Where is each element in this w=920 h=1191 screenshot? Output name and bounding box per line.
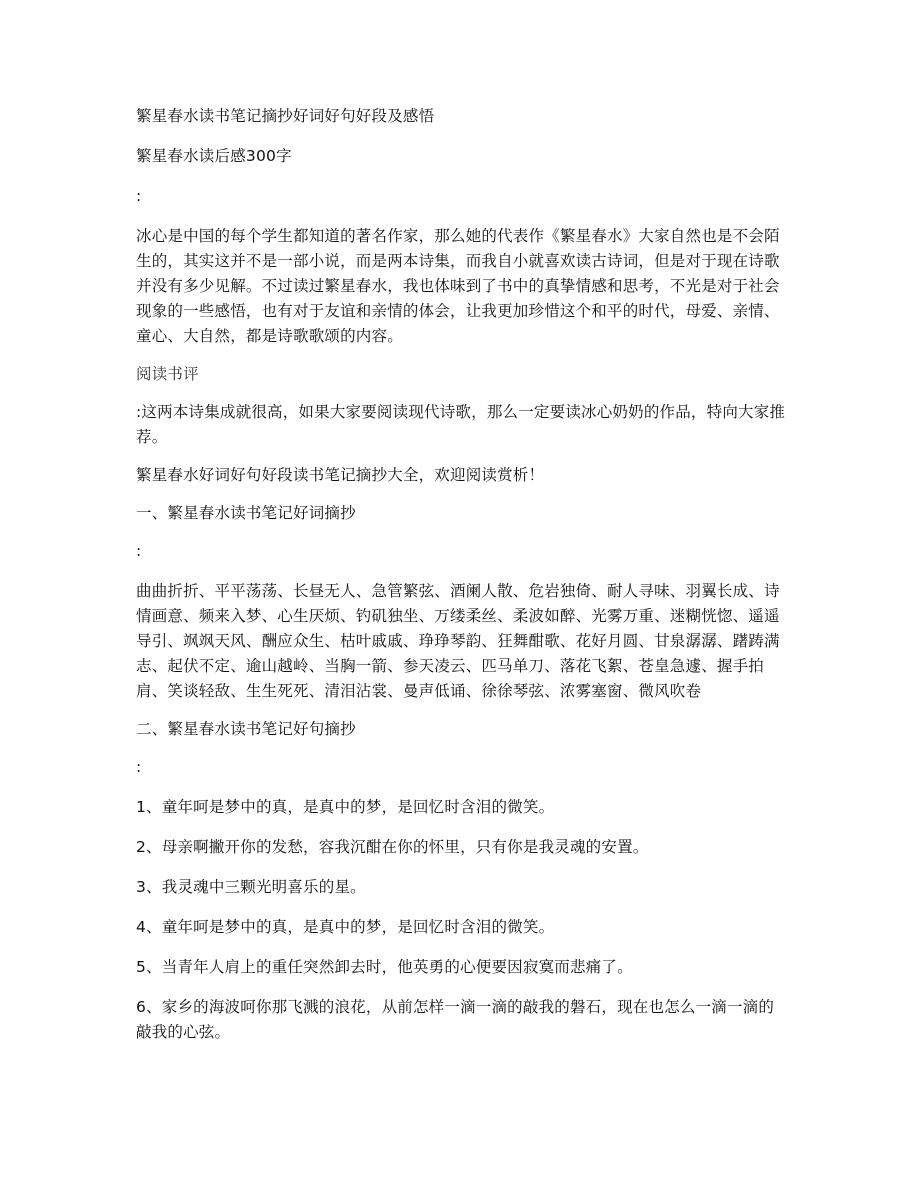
- colon-line: :: [136, 542, 142, 560]
- document-title: 繁星春水读书笔记摘抄好词好句好段及感悟: [136, 107, 435, 125]
- welcome-line: 繁星春水好词好句好段读书笔记摘抄大全，欢迎阅读赏析！: [136, 466, 545, 484]
- sentence-item: 6、家乡的海波呵你那飞溅的浪花，从前怎样一滴一滴的敲我的磐石，现在也怎么一滴一滴的敲我的心弦。: [136, 998, 775, 1041]
- intro-paragraph: 冰心是中国的每个学生都知道的著名作家，那么她的代表作《繁星春水》大家自然也是不会陌生的，其实这并不是一部小说，而是两本诗集，而我自小就喜欢读古诗词，但是对于现在诗歌并没有多少见解。不过读过繁星春水，我也体味到了书中的真挚情感和思考，不光是对于社会现象的一些感悟，也有对于友谊和亲情的体会，让我更加珍惜这个和平的时代，母爱、亲情、童心、大自然，都是诗歌歌颂的内容。: [136, 227, 780, 345]
- good-words-list: 曲曲折折、平平荡荡、长昼无人、急管繁弦、酒阑人散、危岩独倚、耐人寻味、羽翼长成、诗情画意、频来入梦、心生厌烦、钓矶独坐、万缕柔丝、柔波如醉、光雾万重、迷糊恍惚、遥遥导引、飒飒天风、酬应众生、枯叶戚戚、琤琤琴韵、狂舞酣歌、花好月圆、甘泉潺潺、躇踌满志、起伏不定、逾山越岭、当胸一箭、参天凌云、匹马单刀、落花飞絮、苍皇急遽、握手拍肩、笑谈轻敌、生生死死、清泪沾裳、曼声低诵、徐徐琴弦、浓雾塞窗、微风吹卷: [136, 582, 780, 700]
- sentence-item: 5、当青年人肩上的重任突然卸去时，他英勇的心便要因寂寞而悲痛了。: [136, 958, 633, 976]
- sentence-item: 1、童年呵是梦中的真，是真中的梦，是回忆时含泪的微笑。: [136, 798, 555, 816]
- sentence-item: 2、母亲啊撇开你的发愁，容我沉酣在你的怀里，只有你是我灵魂的安置。: [136, 838, 649, 856]
- review-paragraph: :这两本诗集成就很高，如果大家要阅读现代诗歌，那么一定要读冰心奶奶的作品，特向大家推荐。: [136, 403, 786, 446]
- sentence-item: 4、童年呵是梦中的真，是真中的梦，是回忆时含泪的微笑。: [136, 918, 555, 936]
- colon-line: :: [136, 758, 142, 776]
- review-heading: 阅读书评: [136, 365, 199, 383]
- section-heading-words: 一、繁星春水读书笔记好词摘抄: [136, 504, 356, 522]
- section-heading-sentences: 二、繁星春水读书笔记好句摘抄: [136, 720, 356, 738]
- document-page: [136, 104, 786, 1060]
- sentence-item: 3、我灵魂中三颗光明喜乐的星。: [136, 878, 366, 896]
- subtitle: 繁星春水读后感300字: [136, 147, 292, 165]
- colon-line: :: [136, 187, 142, 205]
